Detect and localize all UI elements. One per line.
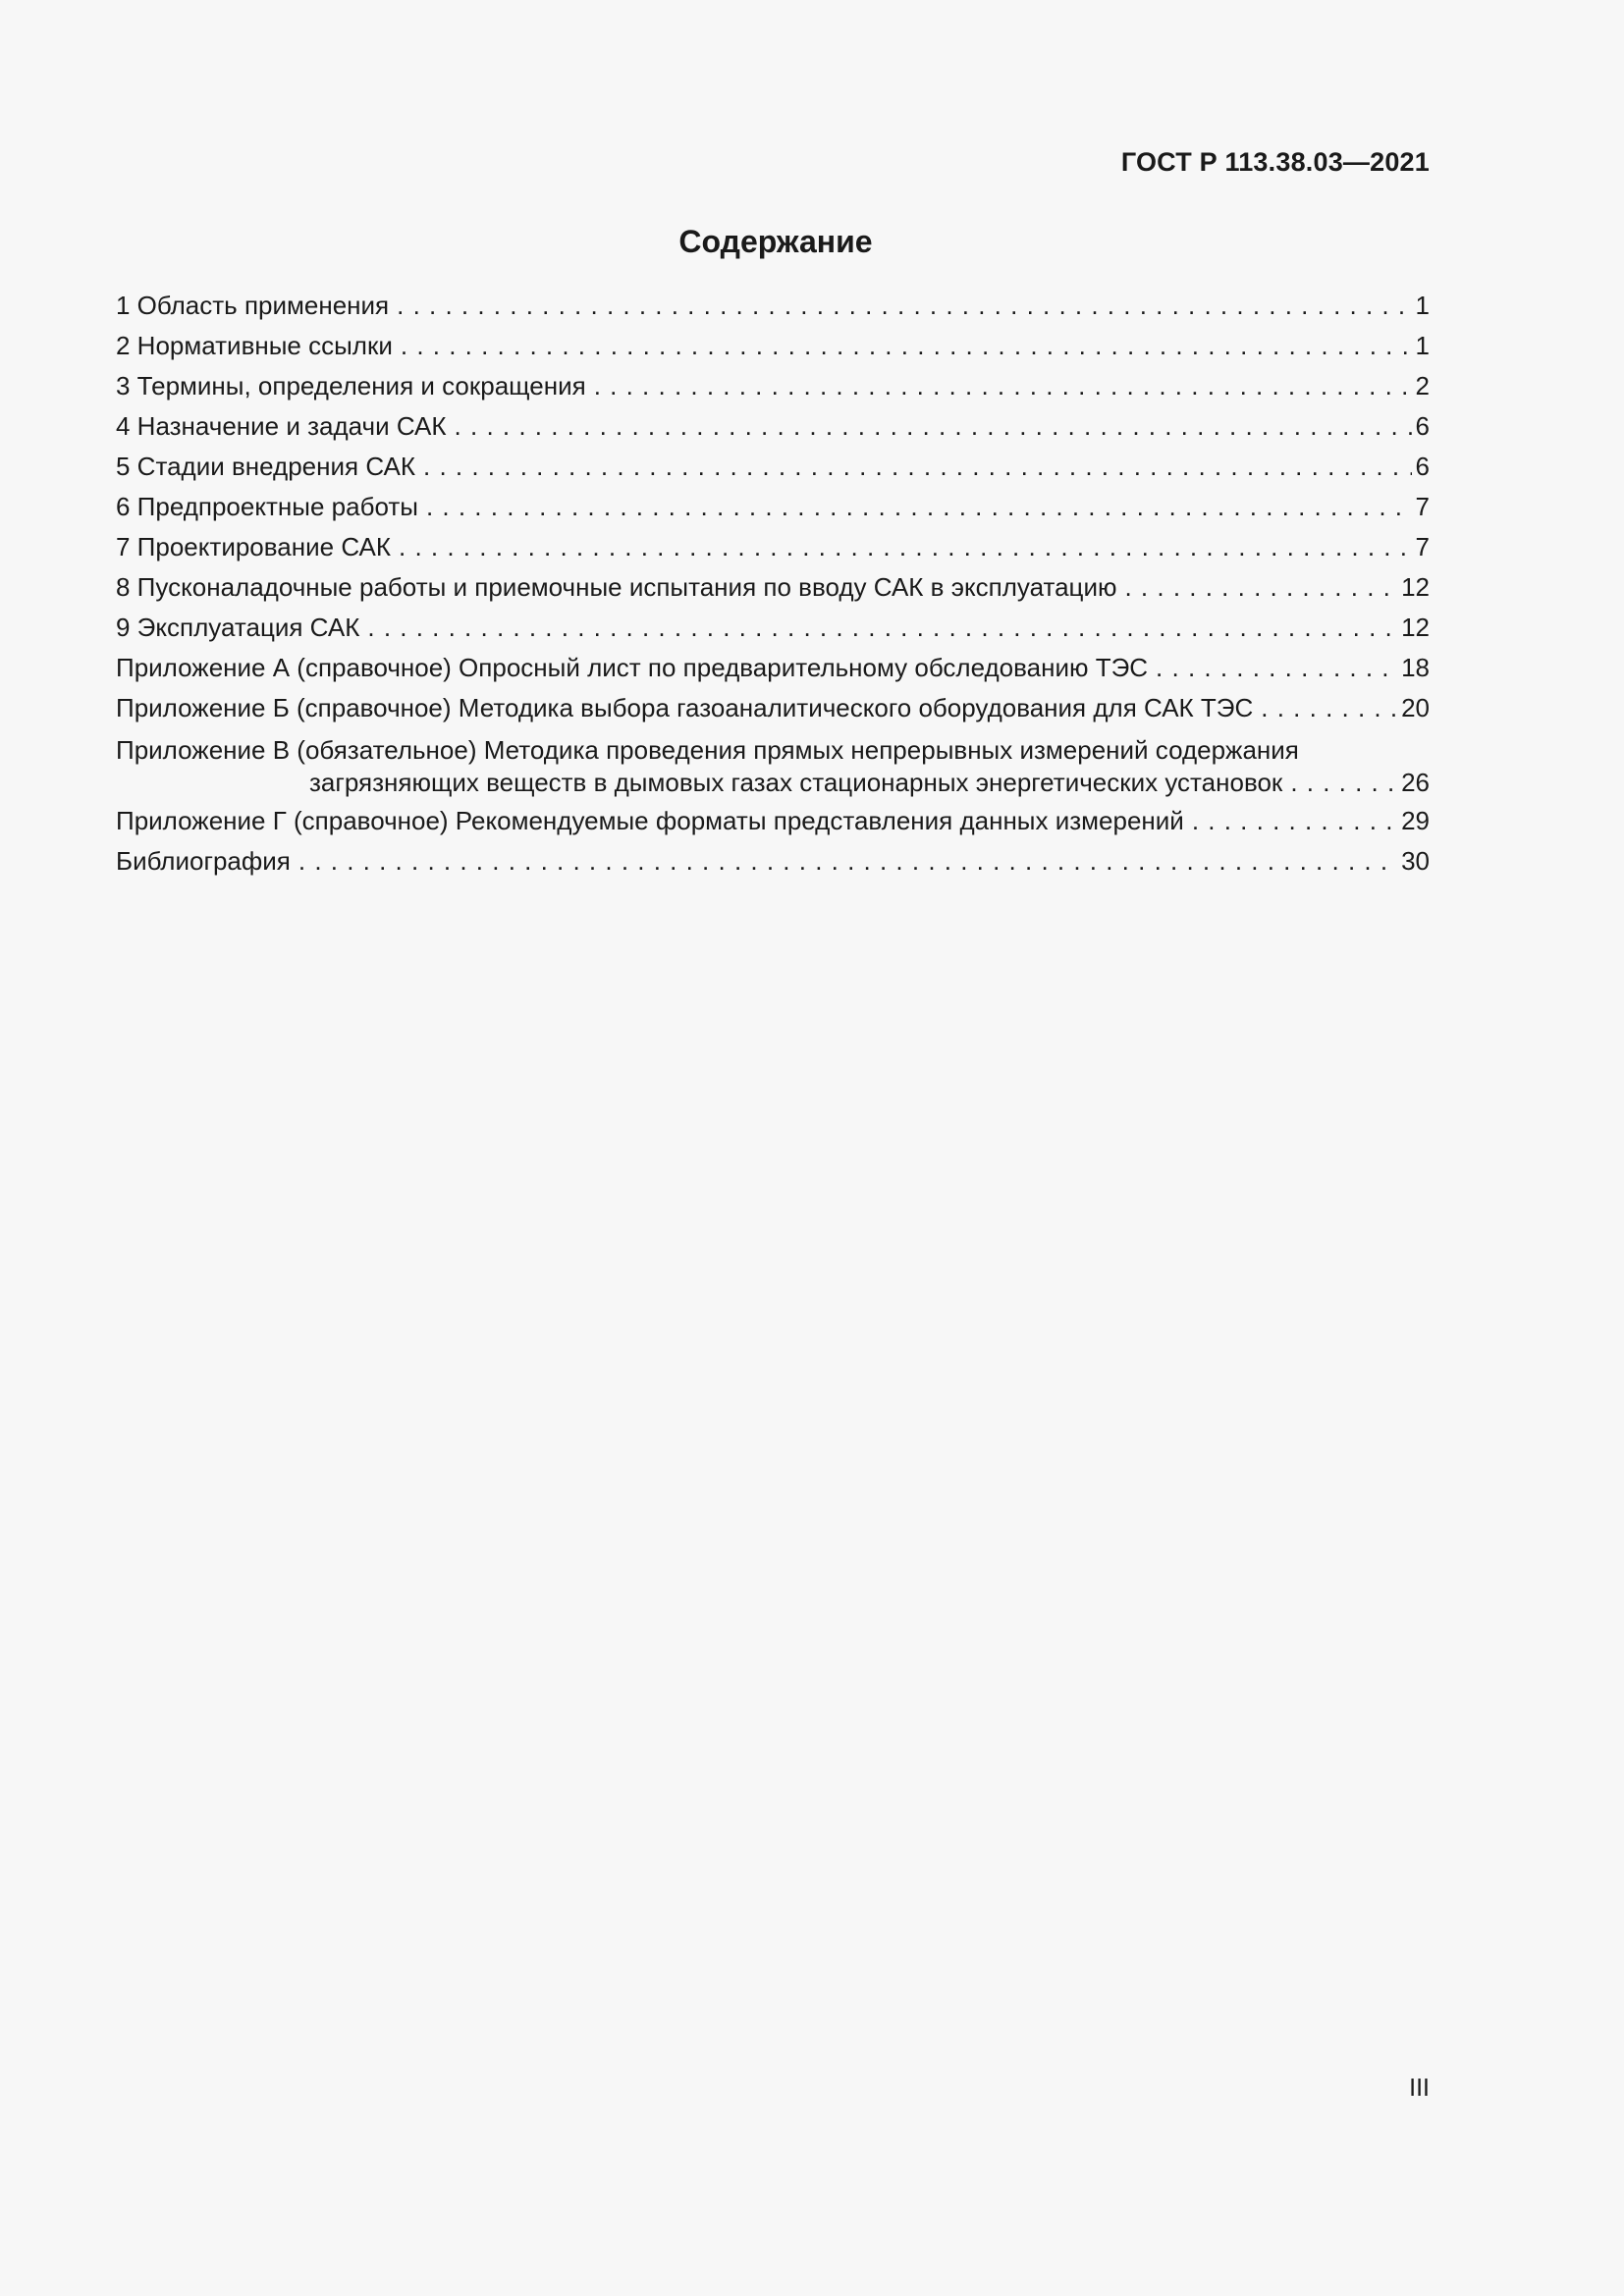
toc-entry[interactable] [116, 841, 1430, 881]
toc-entry-page: 7 [1415, 532, 1430, 561]
dot-leader [426, 487, 1412, 527]
toc-entry-label: Приложение Г (справочное) Рекомендуемые форматы представления данных измерений [116, 806, 1184, 835]
dot-leader [1192, 801, 1397, 841]
toc-entry[interactable] [116, 326, 1430, 366]
toc-entry-label: 1 Область применения [116, 291, 390, 320]
document-code: ГОСТ Р 113.38.03—2021 [1120, 147, 1430, 177]
toc-entry[interactable] [116, 487, 1430, 527]
toc-entry[interactable] [116, 406, 1430, 447]
toc-entry-page: 29 [1401, 806, 1430, 835]
toc-title: Содержание [678, 224, 873, 259]
toc-entry[interactable] [116, 608, 1430, 648]
toc-entry-label: Библиография [116, 846, 291, 876]
toc-entry-page: 1 [1415, 291, 1430, 320]
dot-leader [367, 608, 1397, 648]
toc-entry[interactable] [116, 728, 1430, 801]
toc-entry-page: 6 [1415, 411, 1430, 441]
toc-entry-label: 9 Эксплуатация САК [116, 613, 360, 642]
toc-entry-label: 8 Пусконаладочные работы и приемочные испытания по вводу САК в эксплуатацию [116, 572, 1117, 602]
toc-entry-continuation [116, 767, 1430, 799]
toc-entry[interactable] [116, 366, 1430, 406]
dot-leader [594, 366, 1412, 406]
toc-entry-label: 5 Стадии внедрения САК [116, 452, 416, 481]
toc-entry-page: 26 [1401, 768, 1430, 797]
dot-leader [423, 447, 1412, 487]
dot-leader [1156, 648, 1397, 688]
dot-leader [1124, 567, 1397, 608]
toc-entry-label: 2 Нормативные ссылки [116, 331, 393, 360]
page-number: III [1409, 2074, 1430, 2102]
toc-entry[interactable] [116, 801, 1430, 841]
toc-entry-label: 3 Термины, определения и сокращения [116, 371, 586, 400]
toc-entry-label: Приложение В (обязательное) Методика проведения прямых непрерывных измерений содержания [116, 735, 1299, 765]
toc-entry-page: 20 [1401, 693, 1430, 722]
toc-entry[interactable] [116, 648, 1430, 688]
toc-entry-page: 1 [1415, 331, 1430, 360]
dot-leader [1290, 767, 1397, 799]
toc-entry-label: Приложение А (справочное) Опросный лист по предварительному обследованию ТЭС [116, 653, 1149, 682]
dot-leader [399, 527, 1412, 567]
toc-entry-page: 2 [1415, 371, 1430, 400]
dot-leader [1261, 688, 1397, 728]
toc-entry[interactable] [116, 286, 1430, 326]
toc-entry[interactable] [116, 527, 1430, 567]
dot-leader [298, 841, 1397, 881]
toc-entry-label: Приложение Б (справочное) Методика выбора газоаналитического оборудования для САК ТЭС [116, 693, 1254, 722]
table-of-contents [116, 286, 1430, 881]
toc-entry-page: 12 [1401, 613, 1430, 642]
toc-entry[interactable] [116, 688, 1430, 728]
toc-entry[interactable] [116, 447, 1430, 487]
toc-entry-label: 4 Назначение и задачи САК [116, 411, 447, 441]
toc-entry-page: 7 [1415, 492, 1430, 521]
toc-entry-label: 7 Проектирование САК [116, 532, 392, 561]
toc-entry-label: 6 Предпроектные работы [116, 492, 418, 521]
toc-entry-page: 18 [1401, 653, 1430, 682]
toc-entry-label-continued: загрязняющих веществ в дымовых газах стационарных энергетических установок [309, 768, 1283, 797]
dot-leader [397, 286, 1411, 326]
dot-leader [455, 406, 1412, 447]
toc-entry[interactable] [116, 567, 1430, 608]
dot-leader [401, 326, 1412, 366]
toc-entry-page: 30 [1401, 846, 1430, 876]
toc-entry-page: 12 [1401, 572, 1430, 602]
toc-entry-page: 6 [1415, 452, 1430, 481]
